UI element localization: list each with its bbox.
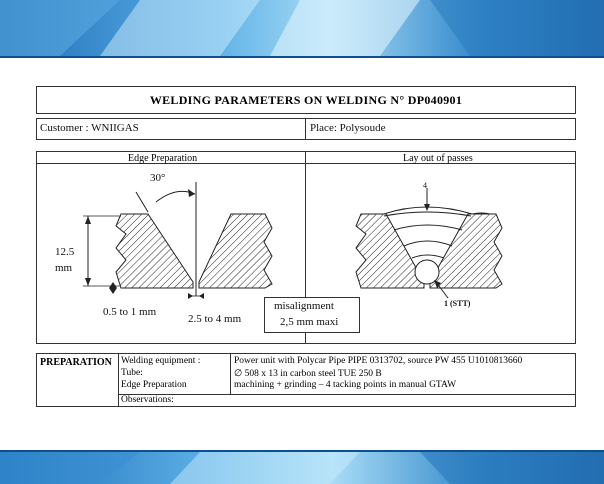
bevel-extension — [136, 192, 148, 212]
preparation-label: PREPARATION — [40, 357, 112, 368]
root-face-label: 0.5 to 1 mm — [103, 306, 157, 318]
cap-pass — [384, 207, 490, 214]
row-divider — [305, 118, 306, 140]
root-pass — [415, 260, 439, 284]
misalignment-label: misalignment — [274, 300, 334, 312]
fill-pass-2 — [394, 225, 462, 230]
observations-label: Observations: — [121, 395, 174, 405]
equipment-value: Power unit with Polycar Pipe PIPE 0313702, source PW 455 U1010813660 — [234, 356, 523, 366]
bottom-decorative-band — [0, 452, 604, 484]
tube-value: ∅ 508 x 13 in carbon steel TUE 250 B — [234, 369, 382, 379]
thickness-value: 12.5 — [55, 246, 75, 258]
bottom-band-border — [0, 450, 604, 452]
prep-divider-1 — [118, 353, 119, 407]
passes-heading: Lay out of passes — [403, 153, 473, 164]
equipment-label: Welding equipment : — [121, 356, 201, 366]
gap-label: 2.5 to 4 mm — [188, 313, 242, 325]
right-plate — [430, 214, 502, 288]
hot-pass — [412, 255, 444, 258]
fill-pass-3 — [384, 212, 471, 216]
edge-preparation-heading: Edge Preparation — [128, 153, 198, 164]
passes-drawing — [306, 164, 576, 344]
observations-separator — [118, 394, 576, 395]
root-pass-label: 1 (STT) — [444, 299, 471, 308]
document-title: WELDING PARAMETERS ON WELDING N° DP040901 — [149, 93, 463, 107]
root-face-arrow — [109, 282, 117, 288]
top-decorative-band — [0, 0, 604, 56]
left-plate — [116, 214, 193, 288]
angle-arrowhead — [188, 189, 195, 197]
cap-pass-number: 4 — [423, 181, 427, 190]
edge-prep-label: Edge Preparation — [121, 380, 187, 390]
bevel-angle-label: 30° — [150, 172, 166, 184]
fill-pass-1 — [404, 241, 452, 246]
prep-divider-2 — [230, 353, 231, 394]
place-field: Place: Polysoude — [310, 122, 386, 134]
tube-label: Tube: — [121, 368, 143, 378]
thickness-unit: mm — [55, 262, 73, 274]
right-plate — [199, 214, 272, 288]
left-plate — [356, 214, 424, 288]
crystal-pattern-graphic — [0, 0, 604, 56]
crystal-pattern-graphic — [0, 452, 604, 484]
customer-field: Customer : WNIIGAS — [40, 122, 139, 134]
misalignment-value: 2,5 mm maxi — [280, 316, 339, 328]
edge-prep-value: machining + grinding – 4 tacking points in manual GTAW — [234, 380, 457, 390]
